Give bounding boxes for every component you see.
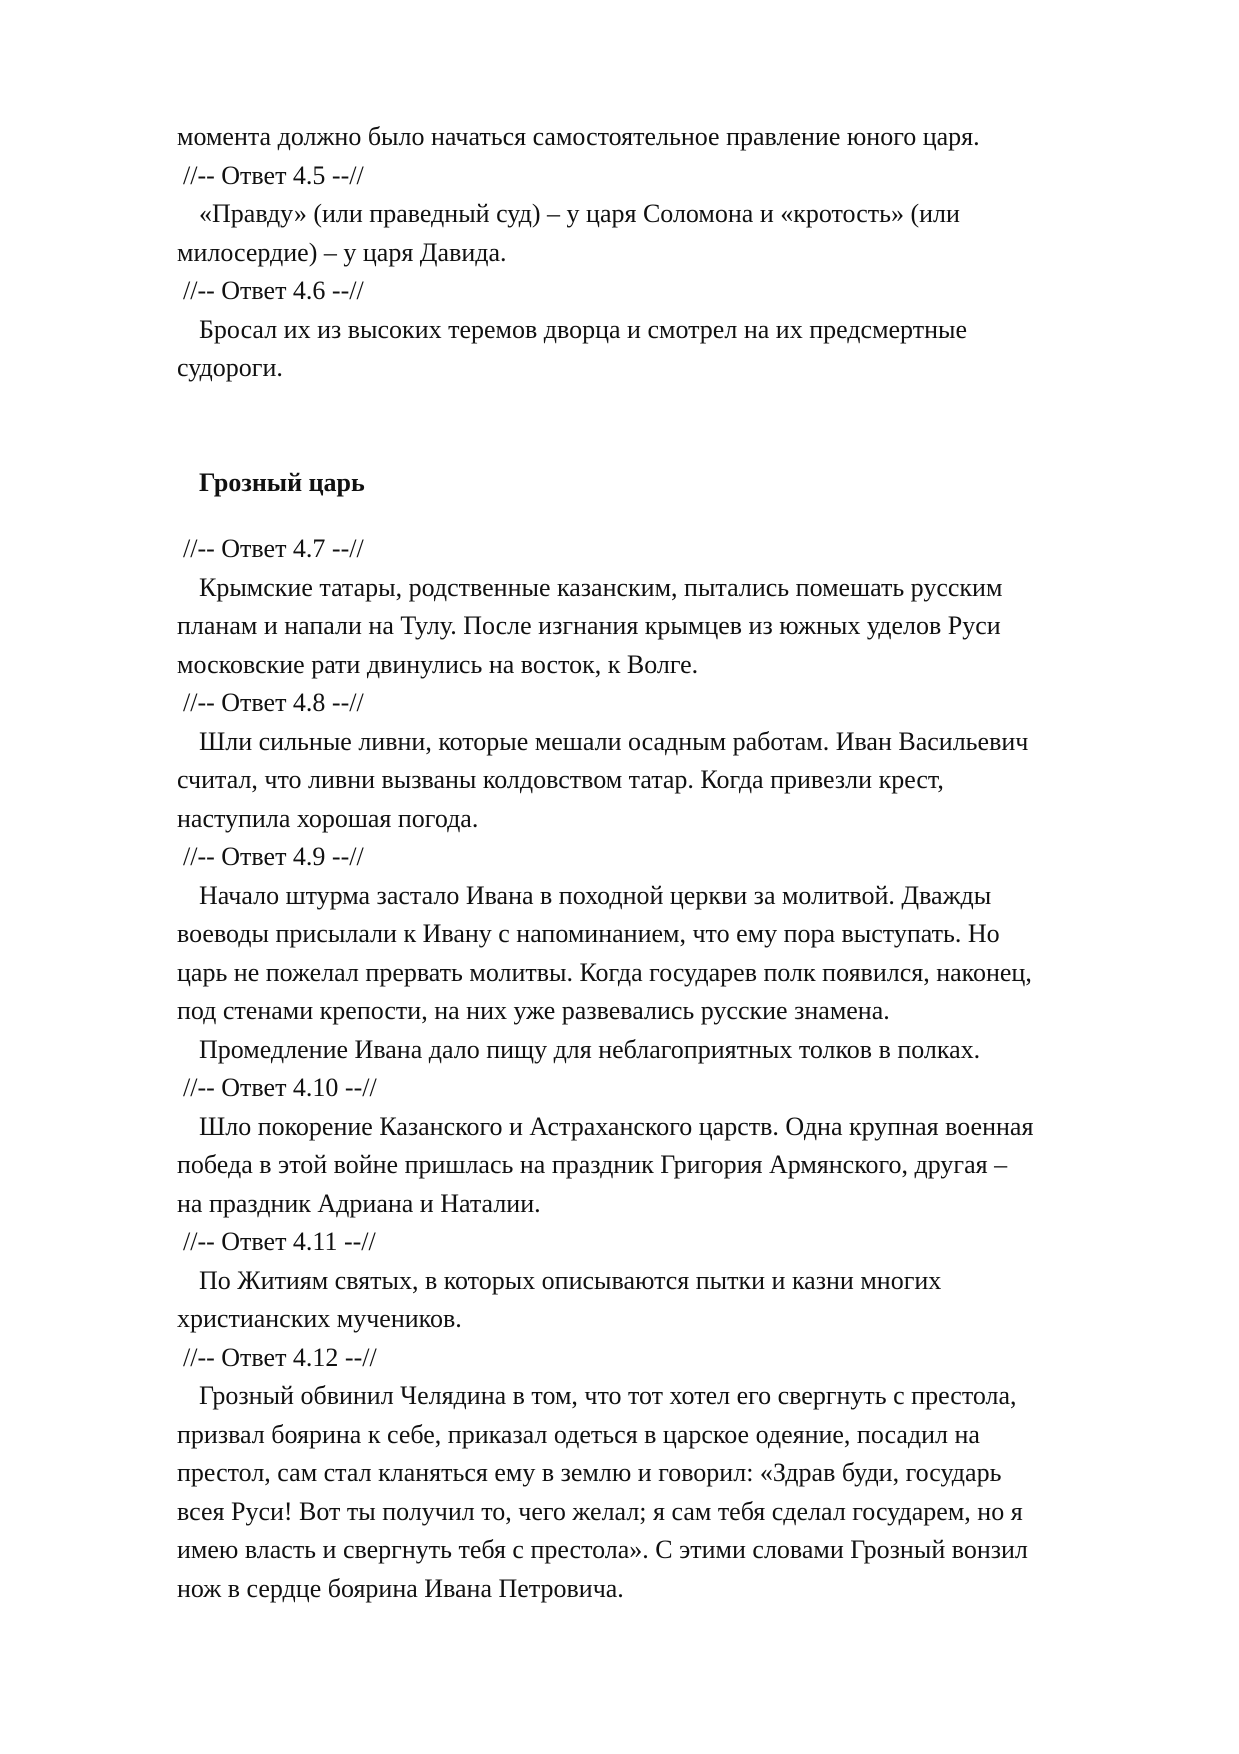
paragraph-line: престол, сам стал кланяться ему в землю и говорил: «Здрав буди, государь [177,1458,1002,1487]
paragraph-line: милосердие) – у царя Давида. [177,237,507,267]
paragraph-line: Шло покорение Казанского и Астраханского царств. Одна крупная военная [199,1111,1034,1141]
answer-marker: //-- Ответ 4.6 --// [183,276,364,305]
answer-marker: //-- Ответ 4.10 --// [183,1073,377,1102]
section-title: Грозный царь [199,467,365,497]
paragraph-line: Крымские татары, родственные казанским, пытались помешать русским [199,572,1003,602]
paragraph-line: судороги. [177,353,283,382]
paragraph-line: Грозный обвинил Челядина в том, что тот хотел его свергнуть с престола, [199,1381,1017,1410]
paragraph-line: призвал боярина к себе, приказал одеться в царское одеяние, посадил на [177,1419,980,1449]
paragraph-line: Бросал их из высоких теремов дворца и смотрел на их предсмертные [199,314,968,344]
answer-marker: //-- Ответ 4.12 --// [183,1342,377,1372]
paragraph-line: московские рати двинулись на восток, к Волге. [177,649,699,679]
paragraph-line: на праздник Адриана и Наталии. [177,1188,541,1218]
paragraph-line: планам и напали на Тулу. После изгнания крымцев из южных уделов Руси [177,611,1001,640]
answer-marker: //-- Ответ 4.11 --// [183,1227,376,1256]
document-text-top [177,118,1157,388]
paragraph-line: царь не пожелал прервать молитвы. Когда государев полк появился, наконец, [177,957,1032,987]
answer-marker: //-- Ответ 4.7 --// [183,534,364,563]
paragraph-line: Начало штурма застало Ивана в походной церкви за молитвой. Дважды [199,880,992,910]
paragraph-line: считал, что ливни вызваны колдовством татар. Когда привезли крест, [177,765,944,794]
paragraph-line: победа в этой войне пришлась на праздник Григория Армянского, другая – [177,1150,1008,1179]
paragraph-line: наступила хорошая погода. [177,803,479,833]
paragraph-line: имею власть и свергнуть тебя с престола». С этими словами Грозный вонзил [177,1535,1028,1564]
paragraph-line: Промедление Ивана дало пищу для неблагоприятных толков в полках. [199,1034,981,1064]
paragraph-line: нож в сердце боярина Ивана Петровича. [177,1573,624,1603]
paragraph-line: «Правду» (или праведный суд) – у царя Соломона и «кротость» (или [199,199,960,228]
paragraph-line: момента должно было начаться самостоятельное правление юного царя. [177,122,980,151]
document-page [177,118,1157,1608]
answer-marker: //-- Ответ 4.8 --// [183,688,364,717]
paragraph-line: христианских мучеников. [177,1304,462,1333]
paragraph-line: воеводы присылали к Ивану с напоминанием, что ему пора выступать. Но [177,919,1000,948]
answer-marker: //-- Ответ 4.5 --// [183,160,364,190]
paragraph-line: всея Руси! Вот ты получил то, чего желал; я сам тебя сделал государем, но я [177,1496,1023,1526]
paragraph-line: По Житиям святых, в которых описываются пытки и казни многих [199,1265,942,1295]
document-text-bottom [177,530,1157,1608]
answer-marker: //-- Ответ 4.9 --// [183,842,364,871]
paragraph-line: Шли сильные ливни, которые мешали осадным работам. Иван Васильевич [199,726,1029,756]
paragraph-line: под стенами крепости, на них уже развевались русские знамена. [177,996,890,1025]
